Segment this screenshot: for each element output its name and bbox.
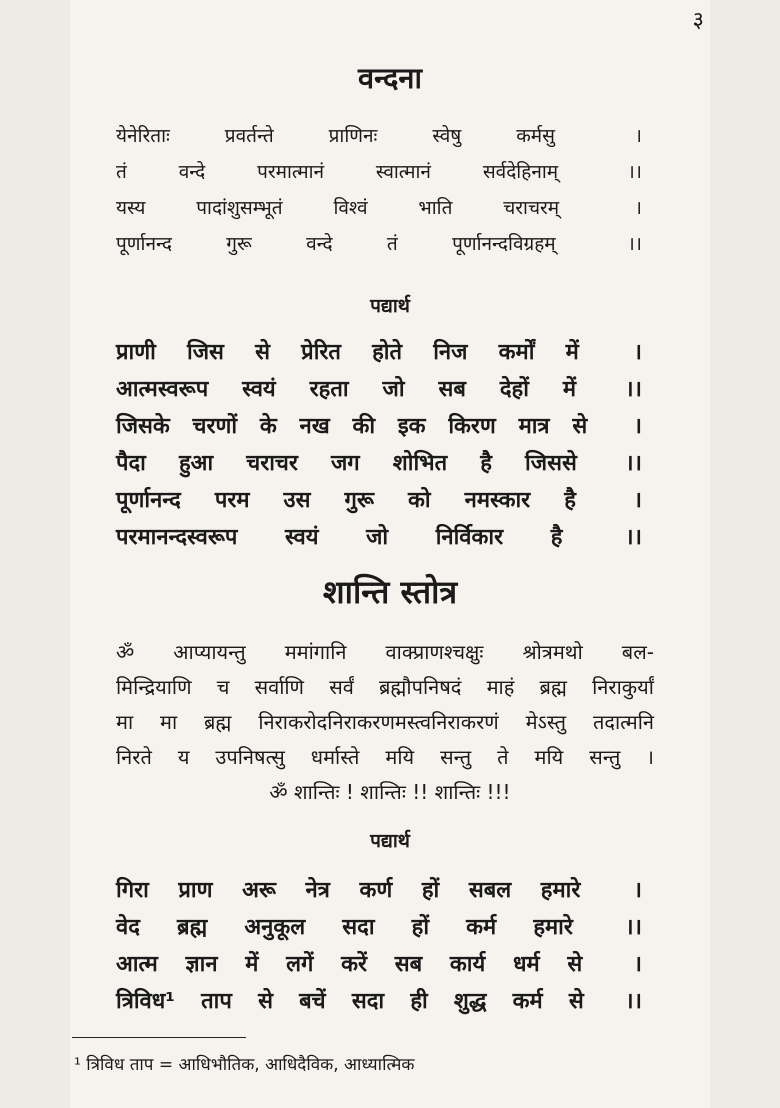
verse-word: अरू bbox=[242, 878, 276, 903]
shanti-word: ब्रह्मौपनिषदं bbox=[378, 675, 462, 699]
verse-word: गुरू bbox=[226, 233, 252, 255]
section-title-vandana: वन्दना bbox=[357, 61, 423, 95]
shanti-word: मिन्द्रियाणि bbox=[116, 675, 192, 699]
verse-danda: । bbox=[633, 414, 642, 439]
verse-word: निज bbox=[433, 340, 468, 365]
verse-word: परमानन्दस्वरूप bbox=[116, 525, 238, 550]
verse-word: वेद bbox=[116, 915, 140, 940]
shanti-word: सन्तु bbox=[440, 745, 472, 769]
page-number: ३ bbox=[692, 8, 704, 33]
verse-line bbox=[116, 158, 642, 184]
verse-word: तं bbox=[386, 233, 398, 255]
verse-word: वन्दे bbox=[306, 233, 333, 255]
verse-word: में bbox=[565, 340, 579, 365]
verse-word: होते bbox=[372, 340, 403, 365]
shanti-word: च bbox=[216, 675, 230, 699]
verse-danda: ।। bbox=[627, 233, 642, 255]
verse-word: प्राणिनः bbox=[328, 125, 378, 147]
verse-word: से bbox=[568, 989, 584, 1014]
verse-word: ब्रह्म bbox=[177, 915, 208, 940]
shanti-word: श्रोत्रमथो bbox=[522, 640, 583, 664]
shanti-word: य bbox=[177, 745, 190, 769]
verse-word: प्रवर्तन्ते bbox=[224, 125, 274, 147]
verse-line bbox=[116, 122, 642, 148]
verse-word: सर्वदेहिनाम् bbox=[482, 161, 559, 183]
verse-word: चराचर bbox=[246, 451, 298, 476]
verse-word: आत्म bbox=[116, 952, 158, 977]
verse-word: को bbox=[408, 488, 431, 513]
verse-word: किरण bbox=[448, 414, 496, 439]
verse-word: शोभित bbox=[392, 451, 448, 476]
verse-word: लगें bbox=[286, 952, 314, 977]
verse-word: स्वात्मानं bbox=[375, 161, 431, 183]
verse-word: कर्मों bbox=[498, 340, 535, 365]
shanti-word: मा bbox=[116, 710, 134, 734]
shanti-word: तदात्मनि bbox=[592, 710, 654, 734]
verse-word: के bbox=[259, 414, 277, 439]
verse-word: नमस्कार bbox=[464, 488, 531, 513]
verse-line bbox=[116, 948, 642, 978]
padyartha-heading-1: पद्यार्थ bbox=[370, 295, 410, 317]
verse-word: आत्मस्वरूप bbox=[116, 377, 209, 402]
verse-danda: ।। bbox=[625, 915, 642, 940]
verse-word: विश्वं bbox=[333, 197, 368, 219]
verse-word: हों bbox=[411, 915, 430, 940]
verse-word: स्वेषु bbox=[432, 125, 462, 147]
verse-word: पैदा bbox=[116, 451, 146, 476]
verse-word: जो bbox=[366, 525, 389, 550]
verse-word: प्रेरित bbox=[301, 340, 341, 365]
verse-line bbox=[116, 194, 642, 220]
shanti-word: । bbox=[646, 745, 654, 769]
verse-word: सब bbox=[394, 952, 423, 977]
shanti-word: ते bbox=[497, 745, 509, 769]
verse-word: उस bbox=[283, 488, 311, 513]
verse-danda: ।। bbox=[625, 451, 642, 476]
verse-word: परमात्मानं bbox=[257, 161, 325, 183]
verse-word: नख bbox=[299, 414, 330, 439]
verse-word: से bbox=[255, 340, 270, 365]
shanti-word: सन्तु bbox=[589, 745, 621, 769]
verse-line bbox=[116, 447, 642, 477]
verse-word: येनेरिताः bbox=[116, 125, 170, 147]
shanti-word: सर्वाणि bbox=[254, 675, 305, 699]
shanti-word: मयि bbox=[534, 745, 564, 769]
verse-word: पूर्णानन्दविग्रहम् bbox=[452, 233, 556, 255]
shanti-word: ब्रह्म bbox=[204, 710, 232, 734]
verse-word: यस्य bbox=[116, 197, 146, 219]
verse-danda: ।। bbox=[627, 161, 642, 183]
verse-line bbox=[116, 911, 642, 941]
verse-line bbox=[116, 985, 642, 1015]
verse-danda: । bbox=[633, 340, 642, 365]
verse-word: है bbox=[550, 525, 563, 550]
shanti-word: उपनिषत्सु bbox=[215, 745, 285, 769]
verse-word: ज्ञान bbox=[185, 952, 218, 977]
verse-line bbox=[116, 336, 642, 366]
verse-word: गिरा bbox=[116, 878, 149, 903]
shanti-word: निराकरोदनिराकरणमस्त्वनिराकरणं bbox=[258, 710, 499, 734]
shanti-word: माहं bbox=[486, 675, 515, 699]
verse-danda: । bbox=[633, 488, 642, 513]
verse-word: में bbox=[245, 952, 259, 977]
verse-word: स्वयं bbox=[242, 377, 276, 402]
verse-word: सब bbox=[438, 377, 466, 402]
verse-word: चराचरम् bbox=[503, 197, 560, 219]
verse-word: कर्मसु bbox=[516, 125, 556, 147]
verse-word: सदा bbox=[351, 989, 385, 1014]
verse-word: धर्म bbox=[512, 952, 540, 977]
verse-danda: ।। bbox=[625, 525, 642, 550]
verse-word: कार्य bbox=[449, 952, 486, 977]
shanti-line bbox=[116, 638, 654, 665]
verse-word: जो bbox=[382, 377, 405, 402]
verse-word: पूर्णानन्द bbox=[116, 488, 181, 513]
shanti-closing-line: ॐ शान्तिः ! शान्तिः !! शान्तिः !!! bbox=[269, 780, 511, 804]
verse-word: बचें bbox=[299, 989, 326, 1014]
verse-word: जिससे bbox=[525, 451, 577, 476]
shanti-word: आप्यायन्तु bbox=[173, 640, 246, 664]
verse-word: जिसके bbox=[116, 414, 170, 439]
verse-word: ताप bbox=[201, 989, 232, 1014]
verse-word: निर्विकार bbox=[435, 525, 504, 550]
shanti-word: धर्मास्ते bbox=[310, 745, 360, 769]
verse-line bbox=[116, 521, 642, 551]
verse-word: करें bbox=[341, 952, 368, 977]
verse-word: की bbox=[352, 414, 376, 439]
verse-word: तं bbox=[116, 161, 127, 183]
verse-word: अनुकूल bbox=[244, 915, 306, 940]
verse-word: में bbox=[562, 377, 576, 402]
verse-word: ही bbox=[410, 989, 428, 1014]
verse-word: भाति bbox=[418, 197, 453, 219]
verse-word: सबल bbox=[468, 878, 512, 903]
verse-word: नेत्र bbox=[305, 878, 330, 903]
verse-word: है bbox=[480, 451, 492, 476]
verse-word: वन्दे bbox=[178, 161, 206, 183]
shanti-word: निरते bbox=[116, 745, 152, 769]
verse-word: शुद्ध bbox=[453, 989, 487, 1014]
verse-word: इक bbox=[397, 414, 426, 439]
shanti-line bbox=[116, 673, 654, 700]
verse-word: जिस bbox=[187, 340, 224, 365]
shanti-word: ॐ bbox=[116, 640, 135, 664]
shanti-word: सर्वं bbox=[329, 675, 354, 699]
verse-word: स्वयं bbox=[284, 525, 319, 550]
shanti-word: मयि bbox=[385, 745, 415, 769]
verse-danda: ।। bbox=[625, 377, 642, 402]
verse-word: पादांशुसम्भूतं bbox=[196, 197, 283, 219]
footnote: ¹ त्रिविध ताप = आधिभौतिक, आधिदैविक, आध्यात्मिक bbox=[74, 1055, 415, 1075]
verse-word: से bbox=[572, 414, 588, 439]
footnote-rule bbox=[72, 1037, 246, 1038]
verse-word: हमारे bbox=[533, 915, 573, 940]
shanti-word: मेऽस्तु bbox=[525, 710, 567, 734]
verse-word: परम bbox=[214, 488, 250, 513]
verse-word: चरणों bbox=[192, 414, 238, 439]
verse-line bbox=[116, 230, 642, 256]
verse-danda: । bbox=[633, 878, 642, 903]
verse-word: से bbox=[567, 952, 583, 977]
shanti-word: मा bbox=[160, 710, 178, 734]
shanti-word: बल- bbox=[621, 640, 654, 664]
verse-word: है bbox=[564, 488, 576, 513]
padyartha-heading-2: पद्यार्थ bbox=[370, 830, 410, 852]
verse-line bbox=[116, 874, 642, 904]
verse-word: सदा bbox=[342, 915, 375, 940]
verse-line bbox=[116, 484, 642, 514]
verse-danda: । bbox=[633, 952, 642, 977]
verse-danda: । bbox=[634, 197, 642, 219]
verse-word: कर्म bbox=[512, 989, 543, 1014]
verse-word: प्राण bbox=[178, 878, 213, 903]
verse-danda: । bbox=[634, 125, 642, 147]
verse-danda: ।। bbox=[625, 989, 642, 1014]
shanti-line bbox=[116, 708, 654, 735]
verse-word: हमारे bbox=[540, 878, 581, 903]
shanti-line bbox=[116, 743, 654, 770]
shanti-word: ममांगानि bbox=[284, 640, 347, 664]
verse-word: जग bbox=[330, 451, 360, 476]
verse-word: त्रिविध¹ bbox=[116, 989, 175, 1014]
verse-word: हुआ bbox=[178, 451, 214, 476]
verse-word: मात्र bbox=[518, 414, 550, 439]
verse-word: रहता bbox=[309, 377, 349, 402]
verse-word: से bbox=[258, 989, 273, 1014]
verse-word: देहों bbox=[499, 377, 529, 402]
shanti-word: ब्रह्म bbox=[539, 675, 567, 699]
section-title-shanti: शान्ति स्तोत्र bbox=[322, 573, 458, 611]
verse-word: हों bbox=[421, 878, 440, 903]
verse-word: कर्म bbox=[466, 915, 497, 940]
verse-word: प्राणी bbox=[116, 340, 156, 365]
verse-word: पूर्णानन्द bbox=[116, 233, 172, 255]
verse-word: कर्ण bbox=[359, 878, 393, 903]
verse-line bbox=[116, 373, 642, 403]
shanti-word: वाक्प्राणश्चक्षुः bbox=[385, 640, 484, 664]
verse-line bbox=[116, 410, 642, 440]
verse-word: गुरू bbox=[344, 488, 374, 513]
shanti-word: निराकुर्यां bbox=[592, 675, 654, 699]
